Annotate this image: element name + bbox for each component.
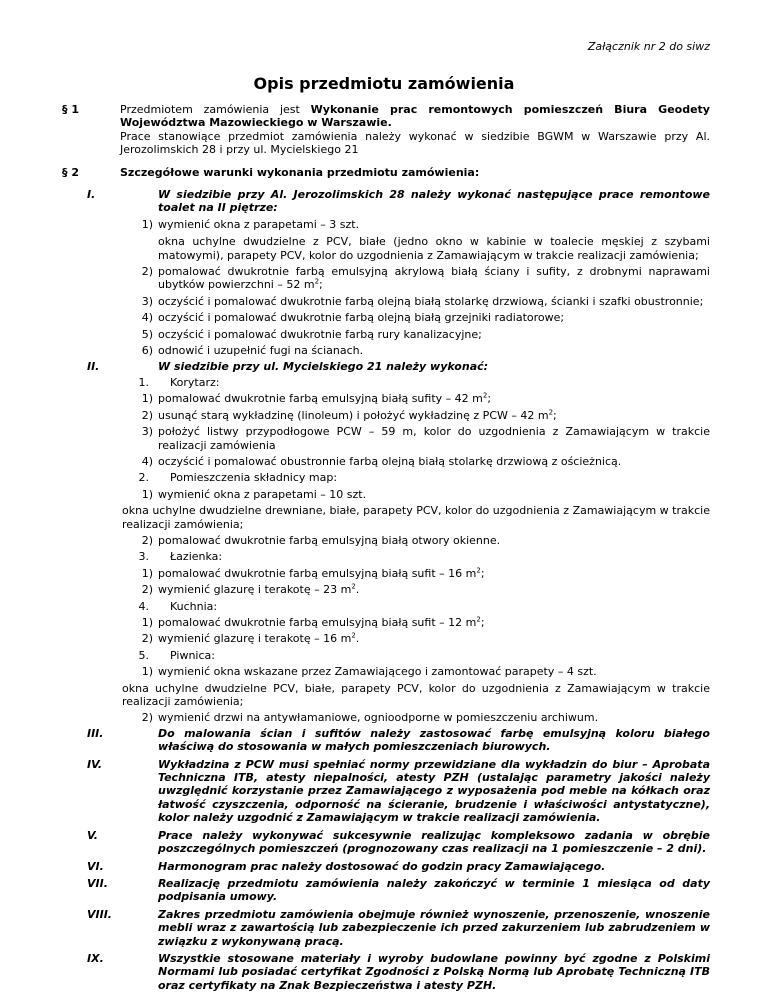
list-item-text: pomalować dwukrotnie farbą emulsyjną białą otwory okienne. (158, 533, 501, 547)
roman-number: III. (87, 726, 104, 740)
list-item-text (158, 409, 710, 422)
list-item (133, 425, 710, 452)
section-1 (62, 103, 710, 157)
list-item (133, 328, 710, 341)
superscript: 2 (482, 391, 488, 400)
list-number: 2) (141, 408, 153, 422)
group-heading (133, 600, 710, 613)
group-title: Piwnica: (170, 648, 215, 662)
group-title: Korytarz: (170, 375, 220, 389)
group-heading (133, 649, 710, 662)
list-item-text: oczyścić i pomalować dwukrotnie farbą olejną białą stolarkę drzwiową, ścianki i szafki obustronnie; (158, 294, 704, 308)
roman-number: IV. (87, 757, 103, 771)
group-number: 2. (138, 471, 149, 485)
list-item-text: wymienić drzwi na antywłamaniowe, ognioodporne w pomieszczeniu archiwum. (158, 711, 599, 725)
list-item (133, 665, 710, 678)
list-item-note (122, 682, 710, 709)
punctuation: ; (487, 392, 492, 406)
roman-item-text: W siedzibie przy ul. Mycielskiego 21 należy wykonać: (158, 359, 489, 373)
list-number: 4) (141, 311, 153, 325)
group-heading (133, 471, 710, 484)
punctuation: ; (480, 616, 485, 629)
roman-item-2 (87, 360, 710, 373)
list-number: 1) (141, 487, 153, 501)
document-body (0, 103, 768, 992)
list-item (133, 218, 710, 231)
list-item-text (158, 583, 710, 596)
section-number: § 1 (62, 103, 79, 116)
list-item-body: usunąć starą wykładzinę (linoleum) i położyć wykładzinę z PCW – 42 m (158, 408, 549, 422)
list-number: 2) (141, 632, 153, 646)
group-number: 1. (138, 375, 149, 389)
punctuation: . (355, 632, 360, 646)
list-item (133, 344, 710, 357)
punctuation: ; (319, 278, 323, 292)
list-number: 1) (141, 616, 153, 629)
superscript: 2 (548, 408, 554, 417)
roman-item-text: Prace należy wykonywać sukcesywnie realizując kompleksowo zadania w obrębie poszczególnych pomieszczeń (prognozowany czas realizacji na 1 pomieszczenie – 2 dni). (158, 828, 710, 856)
superscript: 2 (476, 566, 481, 575)
note-text: okna uchylne dwudzielne PCV, białe, parapety PCV, kolor do uzgodnienia z Zamawiającym w trakcie realizacji zamówienia; (122, 681, 710, 709)
roman-item-text: W siedzibie przy Al. Jerozolimskich 28 należy wykonać następujące prace remontowe toalet na II piętrze: (158, 188, 710, 215)
roman-item-text: Wszystkie stosowane materiały i wyroby budowlane powinny być zgodne z Polskimi Normami lub posiadać certyfikat Zgodności z Polską Normą lub Aprobatę Techniczną ITB oraz certyfikaty na Znak Bezpieczeństwa i atesty PZH. (158, 951, 710, 992)
roman-number: II. (87, 359, 100, 373)
list-item-body: pomalować dwukrotnie farbą emulsyjną akrylową białą ściany i sufity, z drobnymi naprawami ubytków powierzchni – 52 m (158, 265, 710, 292)
list-item-body: wymienić glazurę i terakotę – 16 m (158, 632, 352, 646)
list-item-note: okna uchylne dwudzielne z PCV, białe (jedno okno w kabinie w toalecie męskiej z szybami matowymi), parapety PCV, kolor do uzgodnienia z Zamawiającym w trakcie realizacji zamówienia; (158, 235, 710, 262)
list-item (133, 409, 710, 422)
list-item-text (158, 632, 710, 645)
section-2-title: Szczegółowe warunki wykonania przedmiotu zamówienia: (120, 165, 480, 179)
group-heading (133, 376, 710, 389)
list-item-text (158, 265, 710, 292)
roman-number: VI. (87, 859, 104, 873)
roman-item-4 (87, 758, 710, 825)
roman-item-1 (87, 188, 710, 215)
superscript: 2 (314, 277, 320, 286)
note-text: okna uchylne dwudzielne drewniane, białe, parapety PCV, kolor do uzgodnienia z Zamawiającym w trakcie realizacji zamówienia; (122, 504, 710, 531)
roman-item-7 (87, 877, 710, 904)
list-number: 3) (141, 294, 153, 308)
group-number: 4. (138, 599, 149, 613)
list-item (133, 488, 710, 501)
section-1-lead: Przedmiotem zamówienia jest (120, 103, 311, 116)
list-number: 2) (141, 265, 153, 279)
list-number: 6) (141, 344, 153, 358)
list-item-body: pomalować dwukrotnie farbą emulsyjną białą sufity – 42 m (158, 392, 483, 406)
list-item (133, 392, 710, 405)
punctuation: ; (553, 408, 557, 422)
list-item (133, 455, 710, 468)
roman-number: VIII. (87, 907, 112, 921)
list-number: 1) (141, 392, 153, 406)
section-number: § 2 (62, 165, 79, 179)
list-item (133, 534, 710, 547)
list-item (133, 583, 710, 596)
list-item (133, 711, 710, 724)
list-item-text: odnowić i uzupełnić fugi na ścianach. (158, 344, 364, 358)
roman-item-8 (87, 908, 710, 948)
roman-items-rest (0, 727, 768, 992)
roman-item-5 (87, 829, 710, 856)
list-number: 1) (141, 566, 153, 580)
list-item-body: wymienić glazurę i terakotę – 23 m (158, 583, 352, 597)
list-number: 1) (141, 665, 153, 679)
roman-item-text: Wykładzina z PCW musi spełniać normy przewidziane dla wykładzin do biur – Aprobata Techniczna ITB, atesty niepalności, atesty PZH (ustalając parametry jakości należy uwzględnić korzystanie przez Zamawiającego z wyposażenia pod meble na kółkach oraz łatwość czyszczenia, odporność na ścieranie, brudzenie i właściwości antystatyczne), kolor należy uzgodnić z Zamawiającym w trakcie realizacji zamówienia. (158, 757, 710, 825)
roman-item-text: Harmonogram prac należy dostosować do godzin pracy Zamawiającego. (158, 859, 606, 873)
superscript: 2 (351, 631, 356, 640)
section-1-text (120, 103, 710, 157)
roman-number: VII. (87, 876, 108, 890)
group-heading (133, 550, 710, 563)
list-number: 5) (141, 327, 153, 341)
list-item-text (158, 616, 710, 629)
list-number: 1) (141, 217, 153, 231)
list-item (133, 632, 710, 645)
group-title: Łazienka: (170, 550, 223, 564)
section-1-location: Prace stanowiące przedmiot zamówienia należy wykonać w siedzibie BGWM w Warszawie przy Al. Jerozolimskich 28 i przy ul. Mycielskiego 21 (120, 129, 710, 157)
list-item-text: wymienić okna wskazane przez Zamawiającego i zamontować parapety – 4 szt. (158, 665, 597, 679)
roman-item-text: Zakres przedmiotu zamówienia obejmuje również wynoszenie, przenoszenie, wnoszenie mebli wraz z zawartością lub zabezpieczenie ich przed zakurzeniem lub zabrudzeniem w związku z wykonywaną pracą. (158, 907, 710, 948)
roman-item-3 (87, 727, 710, 754)
roman-number: I. (87, 188, 96, 202)
roman-item-text: Realizację przedmiotu zamówienia należy zakończyć w terminie 1 miesiąca od daty podpisania umowy. (158, 876, 710, 904)
list-item-text: oczyścić i pomalować dwukrotnie farbą rury kanalizacyjne; (158, 327, 482, 341)
list-item (133, 311, 710, 324)
list-item-text: położyć listwy przypodłogowe PCW – 59 m, kolor do uzgodnienia z Zamawiającym w trakcie realizacji zamówienia (158, 425, 710, 452)
roman-item-6 (87, 860, 710, 873)
list-item (133, 295, 710, 308)
punctuation: ; (480, 566, 485, 580)
list-item-text: wymienić okna z parapetami – 10 szt. (158, 487, 367, 501)
roman-number: IX. (87, 951, 104, 965)
superscript: 2 (476, 615, 481, 624)
roman-number: V. (87, 828, 98, 842)
list-item-text: oczyścić i pomalować obustronnie farbą olejną białą stolarkę drzwiową z ościeżnicą. (158, 454, 622, 468)
group-title: Pomieszczenia składnicy map: (170, 471, 338, 485)
list-number: 2) (141, 583, 153, 597)
group-title: Kuchnia: (170, 599, 218, 613)
section-1-subject: Wykonanie prac remontowych pomieszczeń Biura Geodety Województwa Mazowieckiego w Warszawie. (120, 103, 710, 130)
list-item-text (158, 567, 710, 580)
list-item-text: wymienić okna z parapetami – 3 szt. (158, 217, 360, 231)
list-item-body: pomalować dwukrotnie farbą emulsyjną białą sufit – 16 m (158, 566, 477, 580)
list-number: 2) (141, 533, 153, 547)
list-item (133, 265, 710, 292)
roman-item-9 (87, 952, 710, 992)
list-number: 2) (141, 711, 153, 725)
list-number: 3) (141, 425, 153, 439)
roman-item-text: Do malowania ścian i sufitów należy zastosować farbę emulsyjną koloru białego właściwą do stosowania w małych pomieszczeniach biurowych. (158, 726, 710, 754)
punctuation: . (355, 583, 360, 597)
list-item (133, 616, 710, 629)
list-item (133, 567, 710, 580)
list-item-body: pomalować dwukrotnie farbą emulsyjną białą sufit – 12 m (158, 616, 477, 629)
section-2 (62, 166, 710, 179)
superscript: 2 (351, 582, 356, 591)
group-number: 5. (138, 648, 149, 662)
list-number: 4) (141, 454, 153, 468)
attachment-label: Załącznik nr 2 do siwz (587, 40, 710, 53)
group-number: 3. (138, 550, 149, 564)
list-item-note (122, 504, 710, 531)
list-item-text: oczyścić i pomalować dwukrotnie farbą olejną białą grzejniki radiatorowe; (158, 311, 565, 325)
document-title: Opis przedmiotu zamówienia (253, 74, 515, 93)
list-item-text (158, 392, 710, 405)
